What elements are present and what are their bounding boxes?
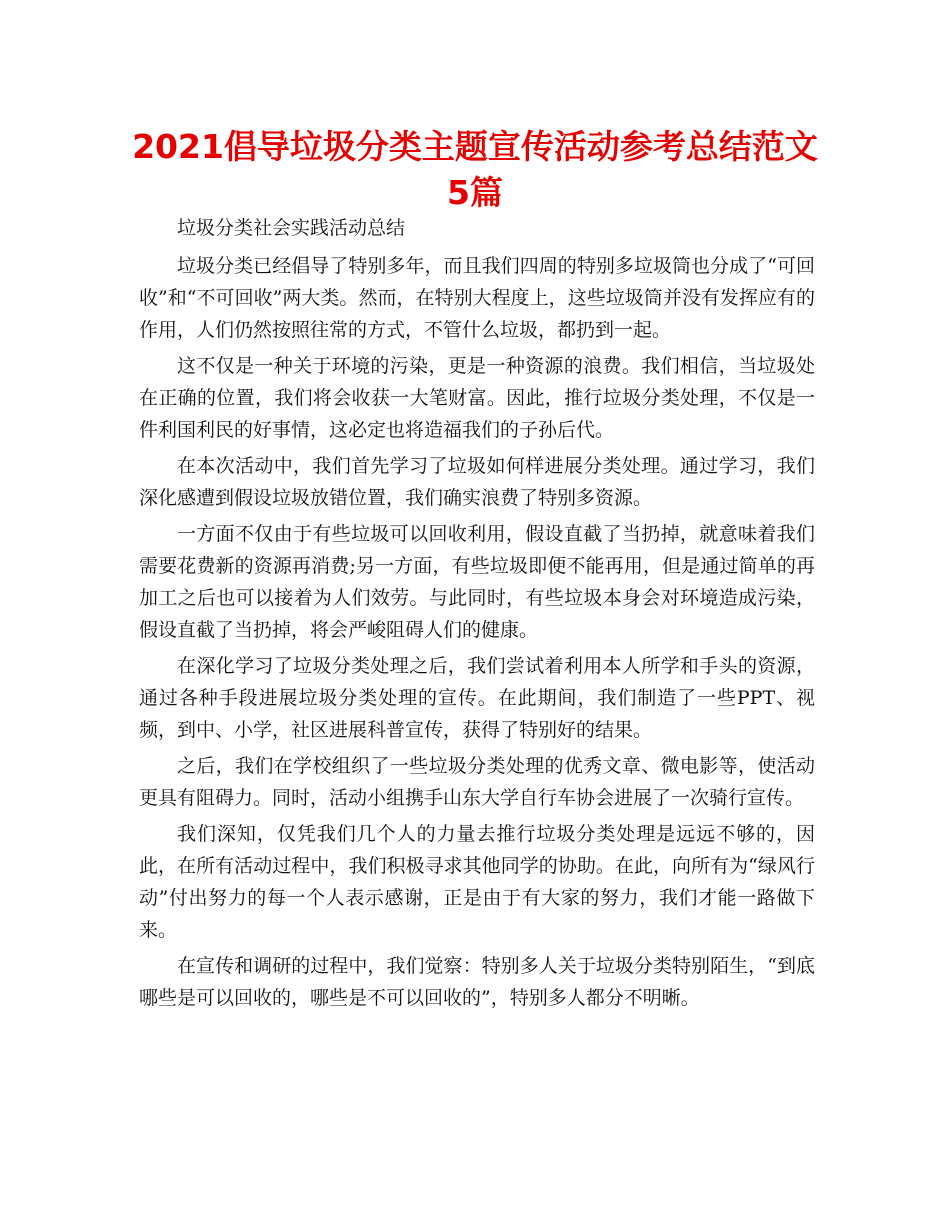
document-title: 2021倡导垃圾分类主题宣传活动参考总结范文5篇	[132, 127, 818, 212]
paragraph: 在宣传和调研的过程中，我们觉察：特别多人关于垃圾分类特别陌生，“到底哪些是可以回收的，哪些是不可以回收的”，特别多人都分不明晰。	[139, 955, 815, 1009]
paragraph: 垃圾分类已经倡导了特别多年，而且我们四周的特别多垃圾筒也分成了“可回收”和“不可回收”两大类。然而，在特别大程度上，这些垃圾筒并没有发挥应有的作用，人们仍然按照往常的方式，不管什么垃圾，都扔到一起。	[139, 255, 815, 341]
section-heading: 垃圾分类社会实践活动总结	[177, 217, 406, 239]
paragraph: 在本次活动中，我们首先学习了垃圾如何样进展分类处理。通过学习，我们深化感遭到假设垃圾放错位置，我们确实浪费了特别多资源。	[139, 455, 815, 509]
paragraph: 这不仅是一种关于环境的污染，更是一种资源的浪费。我们相信，当垃圾处在正确的位置，我们将会收获一大笔财富。因此，推行垃圾分类处理，不仅是一件利国利民的好事情，这必定也将造福我们的子孙后代。	[139, 355, 815, 441]
paragraph: 我们深知，仅凭我们几个人的力量去推行垃圾分类处理是远远不够的，因此，在所有活动过程中，我们积极寻求其他同学的协助。在此，向所有为“绿风行动”付出努力的每一个人表示感谢，正是由于有大家的努力，我们才能一路做下来。	[139, 823, 815, 941]
paragraph: 之后，我们在学校组织了一些垃圾分类处理的优秀文章、微电影等，使活动更具有阻碍力。同时，活动小组携手山东大学自行车协会进展了一次骑行宣传。	[139, 755, 815, 809]
paragraph: 一方面不仅由于有些垃圾可以回收利用，假设直截了当扔掉，就意味着我们需要花费新的资源再消费;另一方面，有些垃圾即便不能再用，但是通过简单的再加工之后也可以接着为人们效劳。与此同时，有些垃圾本身会对环境造成污染，假设直截了当扔掉，将会严峻阻碍人们的健康。	[139, 523, 815, 641]
document-body	[139, 212, 815, 1018]
paragraph: 在深化学习了垃圾分类处理之后，我们尝试着利用本人所学和手头的资源，通过各种手段进展垃圾分类处理的宣传。在此期间，我们制造了一些PPT、视频，到中、小学，社区进展科普宣传，获得了特别好的结果。	[139, 655, 815, 741]
